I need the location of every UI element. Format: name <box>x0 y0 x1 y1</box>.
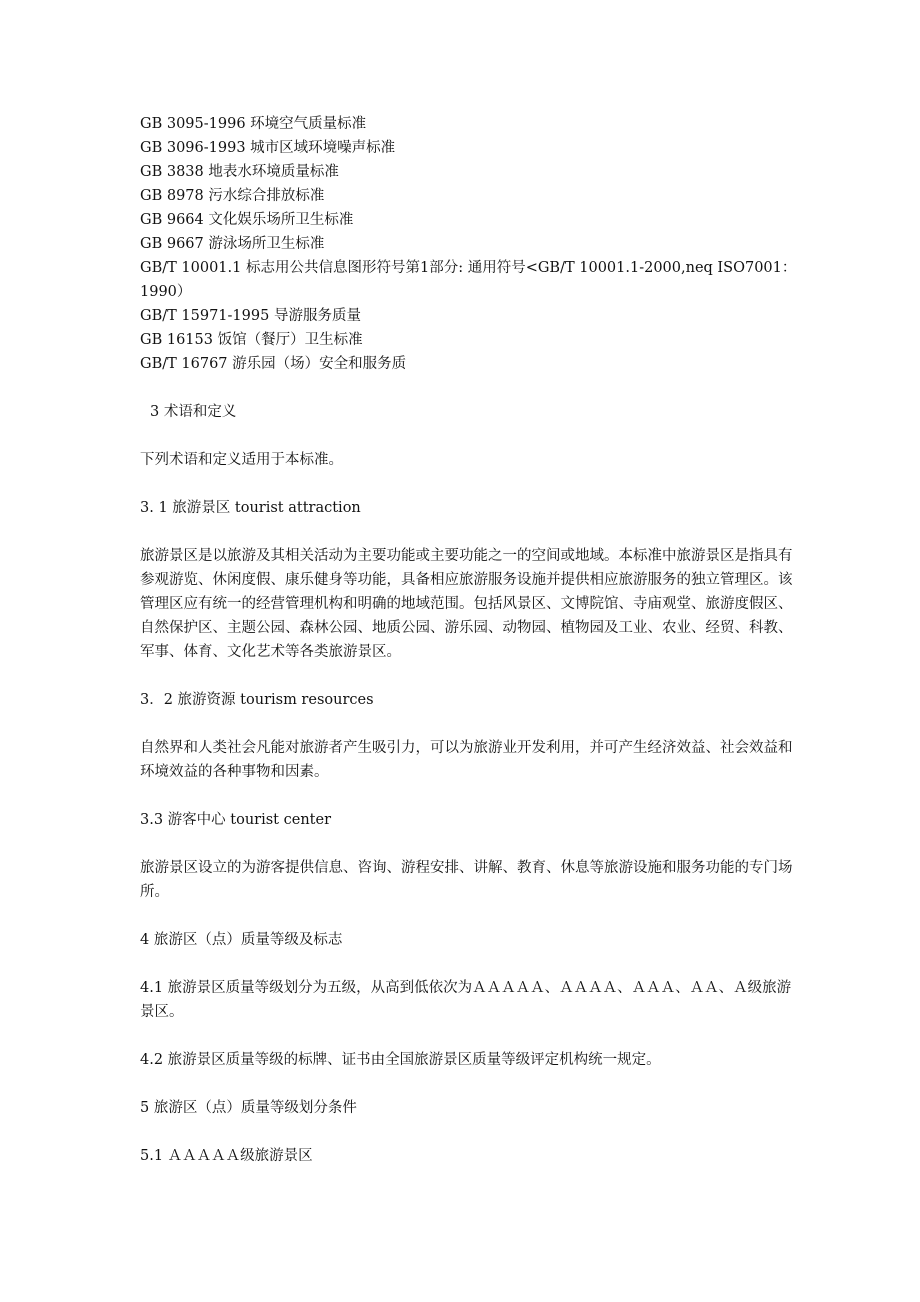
reference-item: GB 9667 游泳场所卫生标准 <box>140 236 325 252</box>
section-4-2: 4.2 旅游景区质量等级的标牌、证书由全国旅游景区质量等级评定机构统一规定。 <box>140 1052 661 1068</box>
reference-item: GB 8978 污水综合排放标准 <box>140 188 325 204</box>
reference-item: GB 3095-1996 环境空气质量标准 <box>140 116 367 132</box>
section-3-3-heading: 3.3 游客中心 tourist center <box>140 812 331 828</box>
section-3-1-body: 旅游景区是以旅游及其相关活动为主要功能或主要功能之一的空间或地域。本标准中旅游景区是指具有参观游览、休闲度假、康乐健身等功能，具备相应旅游服务设施并提供相应旅游服务的独立管理区。该管理区应有统一的经营管理机构和明确的地域范围。包括风景区、文博院馆、寺庙观堂、旅游度假区、自然保护区、主题公园、森林公园、地质公园、游乐园、动物园、植物园及工业、农业、经贸、科教、军事、体育、文化艺术等各类旅游景区。 <box>140 548 793 660</box>
reference-item: GB 3838 地表水环境质量标准 <box>140 164 339 180</box>
section-3-1-heading: 3. 1 旅游景区 tourist attraction <box>140 500 361 516</box>
normative-references-list <box>140 112 800 376</box>
document-page <box>140 112 800 1168</box>
section-3-heading: 3 术语和定义 <box>150 404 237 420</box>
reference-item: GB 16153 饭馆（餐厅）卫生标准 <box>140 332 363 348</box>
section-5-1: 5.1 ＡＡＡＡＡ级旅游景区 <box>140 1148 313 1164</box>
section-3-3-body: 旅游景区设立的为游客提供信息、咨询、游程安排、讲解、教育、休息等旅游设施和服务功能的专门场所。 <box>140 860 793 900</box>
section-3-2-heading: 3．2 旅游资源 tourism resources <box>140 692 374 708</box>
section-3-2-body: 自然界和人类社会凡能对旅游者产生吸引力，可以为旅游业开发利用，并可产生经济效益、社会效益和环境效益的各种事物和因素。 <box>140 740 793 780</box>
reference-item: GB/T 15971-1995 导游服务质量 <box>140 308 361 324</box>
section-5-heading: 5 旅游区（点）质量等级划分条件 <box>140 1100 357 1116</box>
reference-item: GB/T 16767 游乐园（场）安全和服务质 <box>140 356 407 372</box>
section-4-heading: 4 旅游区（点）质量等级及标志 <box>140 932 343 948</box>
reference-item: GB 3096-1993 城市区域环境噪声标准 <box>140 140 396 156</box>
section-3-intro: 下列术语和定义适用于本标准。 <box>140 452 343 468</box>
reference-item: GB 9664 文化娱乐场所卫生标准 <box>140 212 354 228</box>
section-4-1: 4.1 旅游景区质量等级划分为五级，从高到低依次为ＡＡＡＡＡ、ＡＡＡＡ、ＡＡＡ、ＡＡ、Ａ级旅游景区。 <box>140 980 792 1020</box>
reference-item: GB/T 10001.1 标志用公共信息图形符号第1部分: 通用符号<GB/T 10001.1-2000,neq ISO7001：1990） <box>140 260 797 300</box>
